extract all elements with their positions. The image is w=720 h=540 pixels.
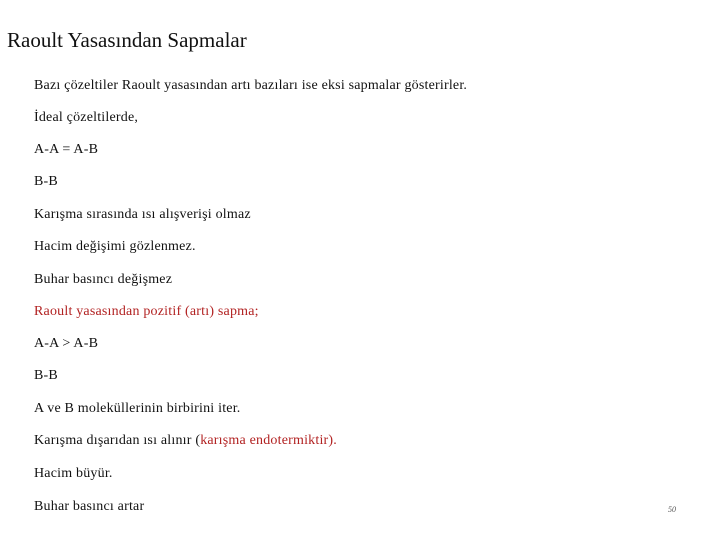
ideal-volume-change: Hacim değişimi gözlenmez. (34, 239, 196, 254)
slide-title: Raoult Yasasından Sapmalar (7, 28, 247, 52)
endothermic-highlight: karışma endotermiktir (200, 433, 329, 448)
positive-interaction-relation: A-A > A-B (34, 336, 99, 351)
positive-molecule-repulsion: A ve B moleküllerinin birbirini iter. (34, 401, 241, 416)
ideal-vapor-pressure: Buhar basıncı değişmez (34, 272, 173, 287)
positive-heat-absorption (34, 431, 337, 451)
positive-bb-interaction: B-B (34, 368, 58, 383)
intro-text: Bazı çözeltiler Raoult yasasından artı bazıları ise eksi sapmalar gösterirler. (34, 78, 468, 93)
positive-deviation-heading: Raoult yasasından pozitif (artı) sapma; (34, 304, 259, 319)
ideal-solutions-heading: İdeal çözeltilerde, (34, 110, 139, 125)
positive-volume-change: Hacim büyür. (34, 466, 113, 481)
ideal-heat-exchange: Karışma sırasında ısı alışverişi olmaz (34, 207, 251, 222)
positive-vapor-pressure: Buhar basıncı artar (34, 499, 145, 514)
heat-suffix: ). (328, 433, 337, 448)
ideal-interaction-relation: A-A = A-B (34, 142, 99, 157)
ideal-bb-interaction: B-B (34, 174, 58, 189)
page-number: 50 (668, 505, 676, 514)
heat-prefix: Karışma dışarıdan ısı alınır ( (34, 433, 201, 448)
